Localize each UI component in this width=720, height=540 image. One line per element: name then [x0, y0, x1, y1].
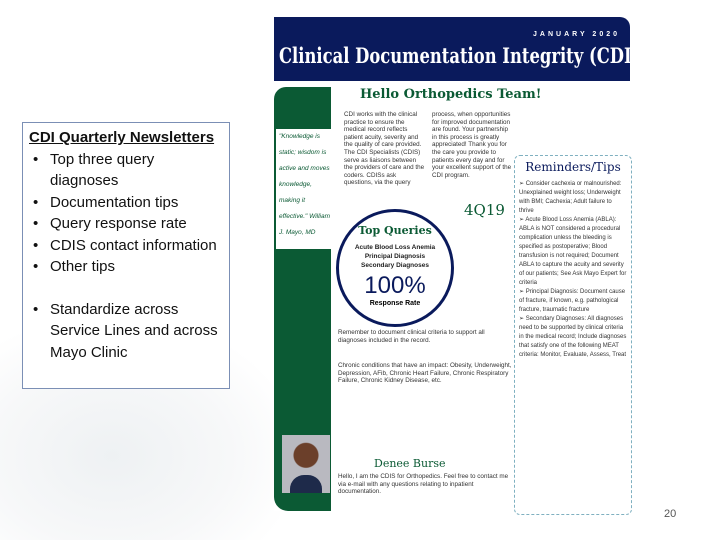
- query-item: Acute Blood Loss Anemia: [354, 244, 436, 251]
- newsletter-image: [274, 17, 640, 511]
- list-item: • Other tips: [29, 256, 223, 278]
- list-item: • Top three query diagnoses: [29, 149, 223, 192]
- newsletter-date: JANUARY 2020: [533, 31, 620, 38]
- tips-title: Reminders/Tips: [525, 160, 621, 174]
- contact-name: Denee Burse: [374, 457, 446, 470]
- response-rate-label: Response Rate: [369, 300, 421, 307]
- list-item: • Documentation tips: [29, 192, 223, 214]
- top-queries-circle: [336, 209, 454, 327]
- list-item: • Query response rate: [29, 213, 223, 235]
- query-item: Secondary Diagnoses: [361, 262, 429, 269]
- tips-text: ➢ Consider cachexia or malnourished: Unexplained weight loss; Underweight with BMI; Cachexia; Adult failure to thrive ➢ Acute Blood Loss Anemia (ABLA): ABLA is NOT considered a procedural complication unless the bleeding is specified as postoperative; Blood transfusion is not required; Document ABLA to capture the acuity and severity of our patients; See Ask Mayo Expert for criteria ➢ Principal Diagnosis: Document cause of fracture, if known, e.g. pathological fracture, traumatic fracture ➢ Secondary Diagnoses: All diagnoses need to be supported by clinical criteria in the medical record; Include diagnoses that satisfy one of the following MEAT criteria: Monitor, Evaluate, Assess, Treat: [519, 181, 627, 358]
- greeting: Hello Orthopedics Team!: [360, 87, 542, 102]
- top-queries-title: Top Queries: [358, 224, 432, 237]
- newsletter-header: [274, 17, 640, 81]
- list-item: • CDIS contact information: [29, 235, 223, 257]
- newsletter-title: Clinical Documentation Integrity (CDI): [279, 43, 640, 68]
- intro-text: CDI works with the clinical practice to ensure the medical record reflects patient acuity, severity and the quality of care provided. The CDI Specialists (CDIS) serve as liaisons between the providers of care and the coders. CDISs ask questions, via the query process, when opportunities for improved documentation are found. Your partnership in this process is greatly appreciated! Thank you for the care you provide to patients every day and for your excellent support of the CDI program.: [344, 111, 512, 187]
- contact-text: Hello, I am the CDIS for Orthopedics. Feel free to contact me via e-mail with any questions relating to inpatient documentation.: [338, 473, 509, 496]
- query-item: Principal Diagnosis: [364, 253, 426, 260]
- response-rate-value: 100%: [364, 272, 426, 299]
- quote: "Knowledge is static; wisdom is active and moves knowledge, making it effective." William J. Mayo, MD: [276, 129, 334, 249]
- tips-box: [514, 155, 632, 515]
- box-title: CDI Quarterly Newsletters: [29, 129, 215, 146]
- remember-text: Remember to document clinical criteria to support all diagnoses included in the record.: [338, 329, 485, 344]
- page-number: 20: [664, 508, 677, 520]
- contact-photo: [282, 435, 330, 493]
- quarter-label: 4Q19: [464, 201, 505, 219]
- chronic-text: Chronic conditions that have an impact: Obesity, Underweight, Depression, AFib, Chronic Heart Failure, Chronic Respiratory Failure, Chronic Kidney Disease, etc.: [338, 362, 512, 385]
- summary-textbox: [22, 122, 230, 389]
- list-item: • Standardize across Service Lines and across Mayo Clinic: [29, 299, 223, 364]
